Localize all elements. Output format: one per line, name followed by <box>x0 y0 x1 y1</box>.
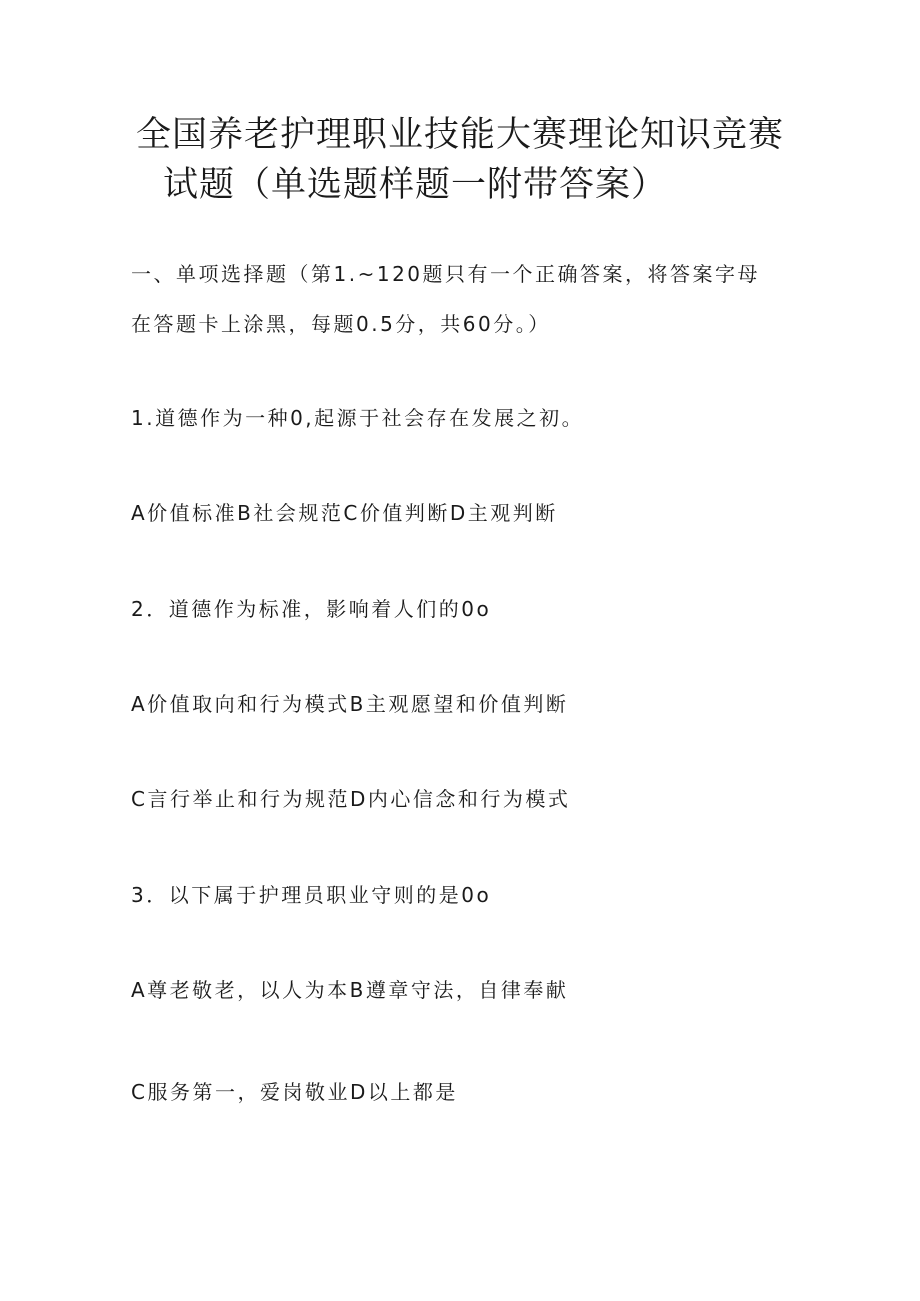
title-line-1: 全国养老护理职业技能大赛理论知识竞赛 <box>135 115 784 155</box>
question-1-stem: 1.道德作为一种0,起源于社会存在发展之初。 <box>131 406 585 430</box>
question-2-options-line-1: A价值取向和行为模式B主观愿望和价值判断 <box>131 692 569 716</box>
document-title <box>0 110 920 210</box>
section-heading-line-2: 在答题卡上涂黑，每题0.5分，共60分。） <box>131 312 551 336</box>
question-2-stem: 2．道德作为标准，影响着人们的0o <box>131 597 492 621</box>
question-3-options-line-1: A尊老敬老，以人为本B遵章守法，自律奉献 <box>131 978 569 1002</box>
question-3-stem: 3．以下属于护理员职业守则的是0o <box>131 883 492 907</box>
title-line-2: 试题（单选题样题一附带答案） <box>162 165 667 205</box>
section-heading-line-1: 一、单项选择题（第1.~120题只有一个正确答案，将答案字母 <box>131 262 761 286</box>
question-3-options-line-2: C服务第一，爱岗敬业D以上都是 <box>131 1080 458 1104</box>
question-1-options: A价值标准B社会规范C价值判断D主观判断 <box>131 501 558 525</box>
question-2-options-line-2: C言行举止和行为规范D内心信念和行为模式 <box>131 787 571 811</box>
